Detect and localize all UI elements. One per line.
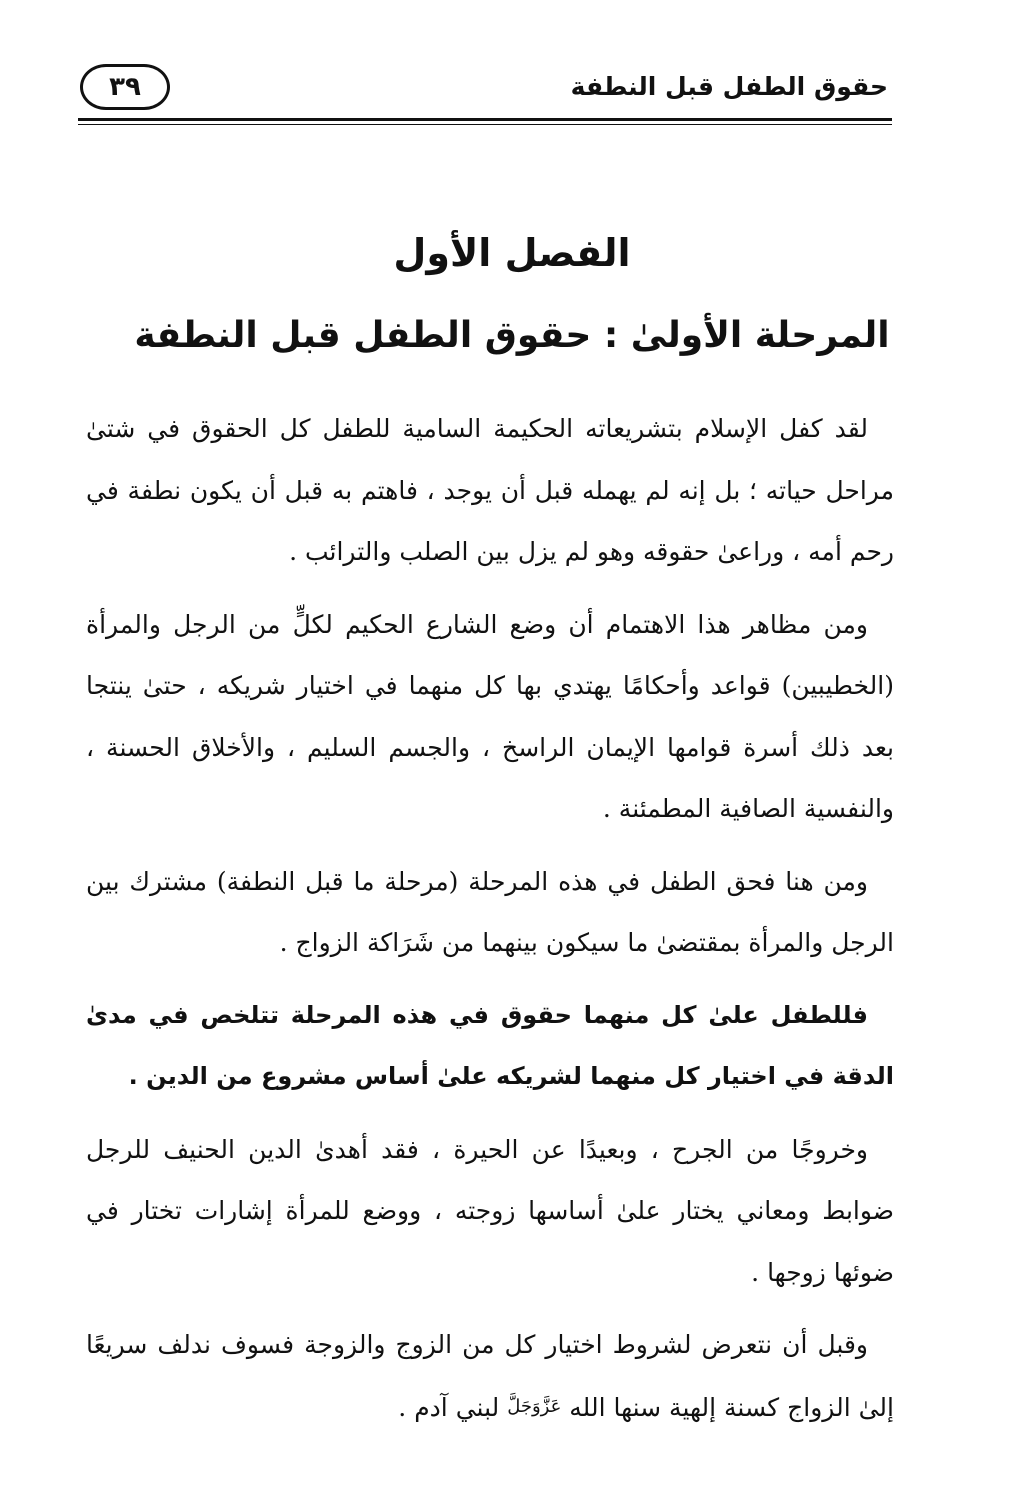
- running-title: حقوق الطفل قبل النطفة: [570, 72, 888, 101]
- running-header: [78, 62, 892, 114]
- page-number: ٣٩: [109, 72, 141, 102]
- last-paragraph-text: وقبل أن نتعرض لشروط اختيار كل من الزوج والزوجة فسوف ندلف سريعًا إلىٰ الزواج كسنة إلهية سنها الله: [86, 1330, 894, 1422]
- header-rule-thin: [78, 124, 892, 125]
- section-title: المرحلة الأولىٰ : حقوق الطفل قبل النطفة: [134, 315, 890, 356]
- paragraph: ومن هنا فحق الطفل في هذه المرحلة (مرحلة ما قبل النطفة) مشترك بين الرجل والمرأة بمقتضىٰ ما سيكون بينهما من شَرَاكة الزواج .: [86, 866, 894, 957]
- body-text: [86, 398, 894, 1449]
- paragraph: لقد كفل الإسلام بتشريعاته الحكيمة السامية للطفل كل الحقوق في شتىٰ مراحل حياته ؛ بل إنه لم يهمله قبل أن يوجد ، فاهتم به قبل أن يكون نطفة في رحم أمه ، وراعىٰ حقوقه وهو لم يزل بين الصلب والترائب .: [86, 414, 894, 566]
- last-paragraph-end: لبني آدم .: [398, 1392, 500, 1422]
- paragraph-last: [86, 1314, 894, 1438]
- chapter-title: الفصل الأول: [393, 231, 631, 275]
- honorific-glyph: عَزَّوَجَلَّ: [507, 1395, 562, 1417]
- header-rule-thick: [78, 118, 892, 121]
- paragraph: وخروجًا من الجرح ، وبعيدًا عن الحيرة ، فقد أهدىٰ الدين الحنيف للرجل ضوابط ومعاني يختار علىٰ أساسها زوجته ، ووضع للمرأة إشارات تختار في ضوئها زوجها .: [86, 1134, 894, 1287]
- paragraph: ومن مظاهر هذا الاهتمام أن وضع الشارع الحكيم لكلٍّ من الرجل والمرأة (الخطيبين) قواعد وأحكامًا يهتدي بها كل منهما في اختيار شريكه ، حتىٰ ينتجا بعد ذلك أسرة قوامها الإيمان الراسخ ، والجسم السليم ، والأخلاق الحسنة ، والنفسية الصافية المطمئنة .: [86, 609, 894, 823]
- bold-paragraph: فللطفل علىٰ كل منهما حقوق في هذه المرحلة تتلخص في مدىٰ الدقة في اختيار كل منهما لشريكه علىٰ أساس مشروع من الدين .: [86, 1000, 894, 1090]
- page-number-badge: [80, 64, 170, 110]
